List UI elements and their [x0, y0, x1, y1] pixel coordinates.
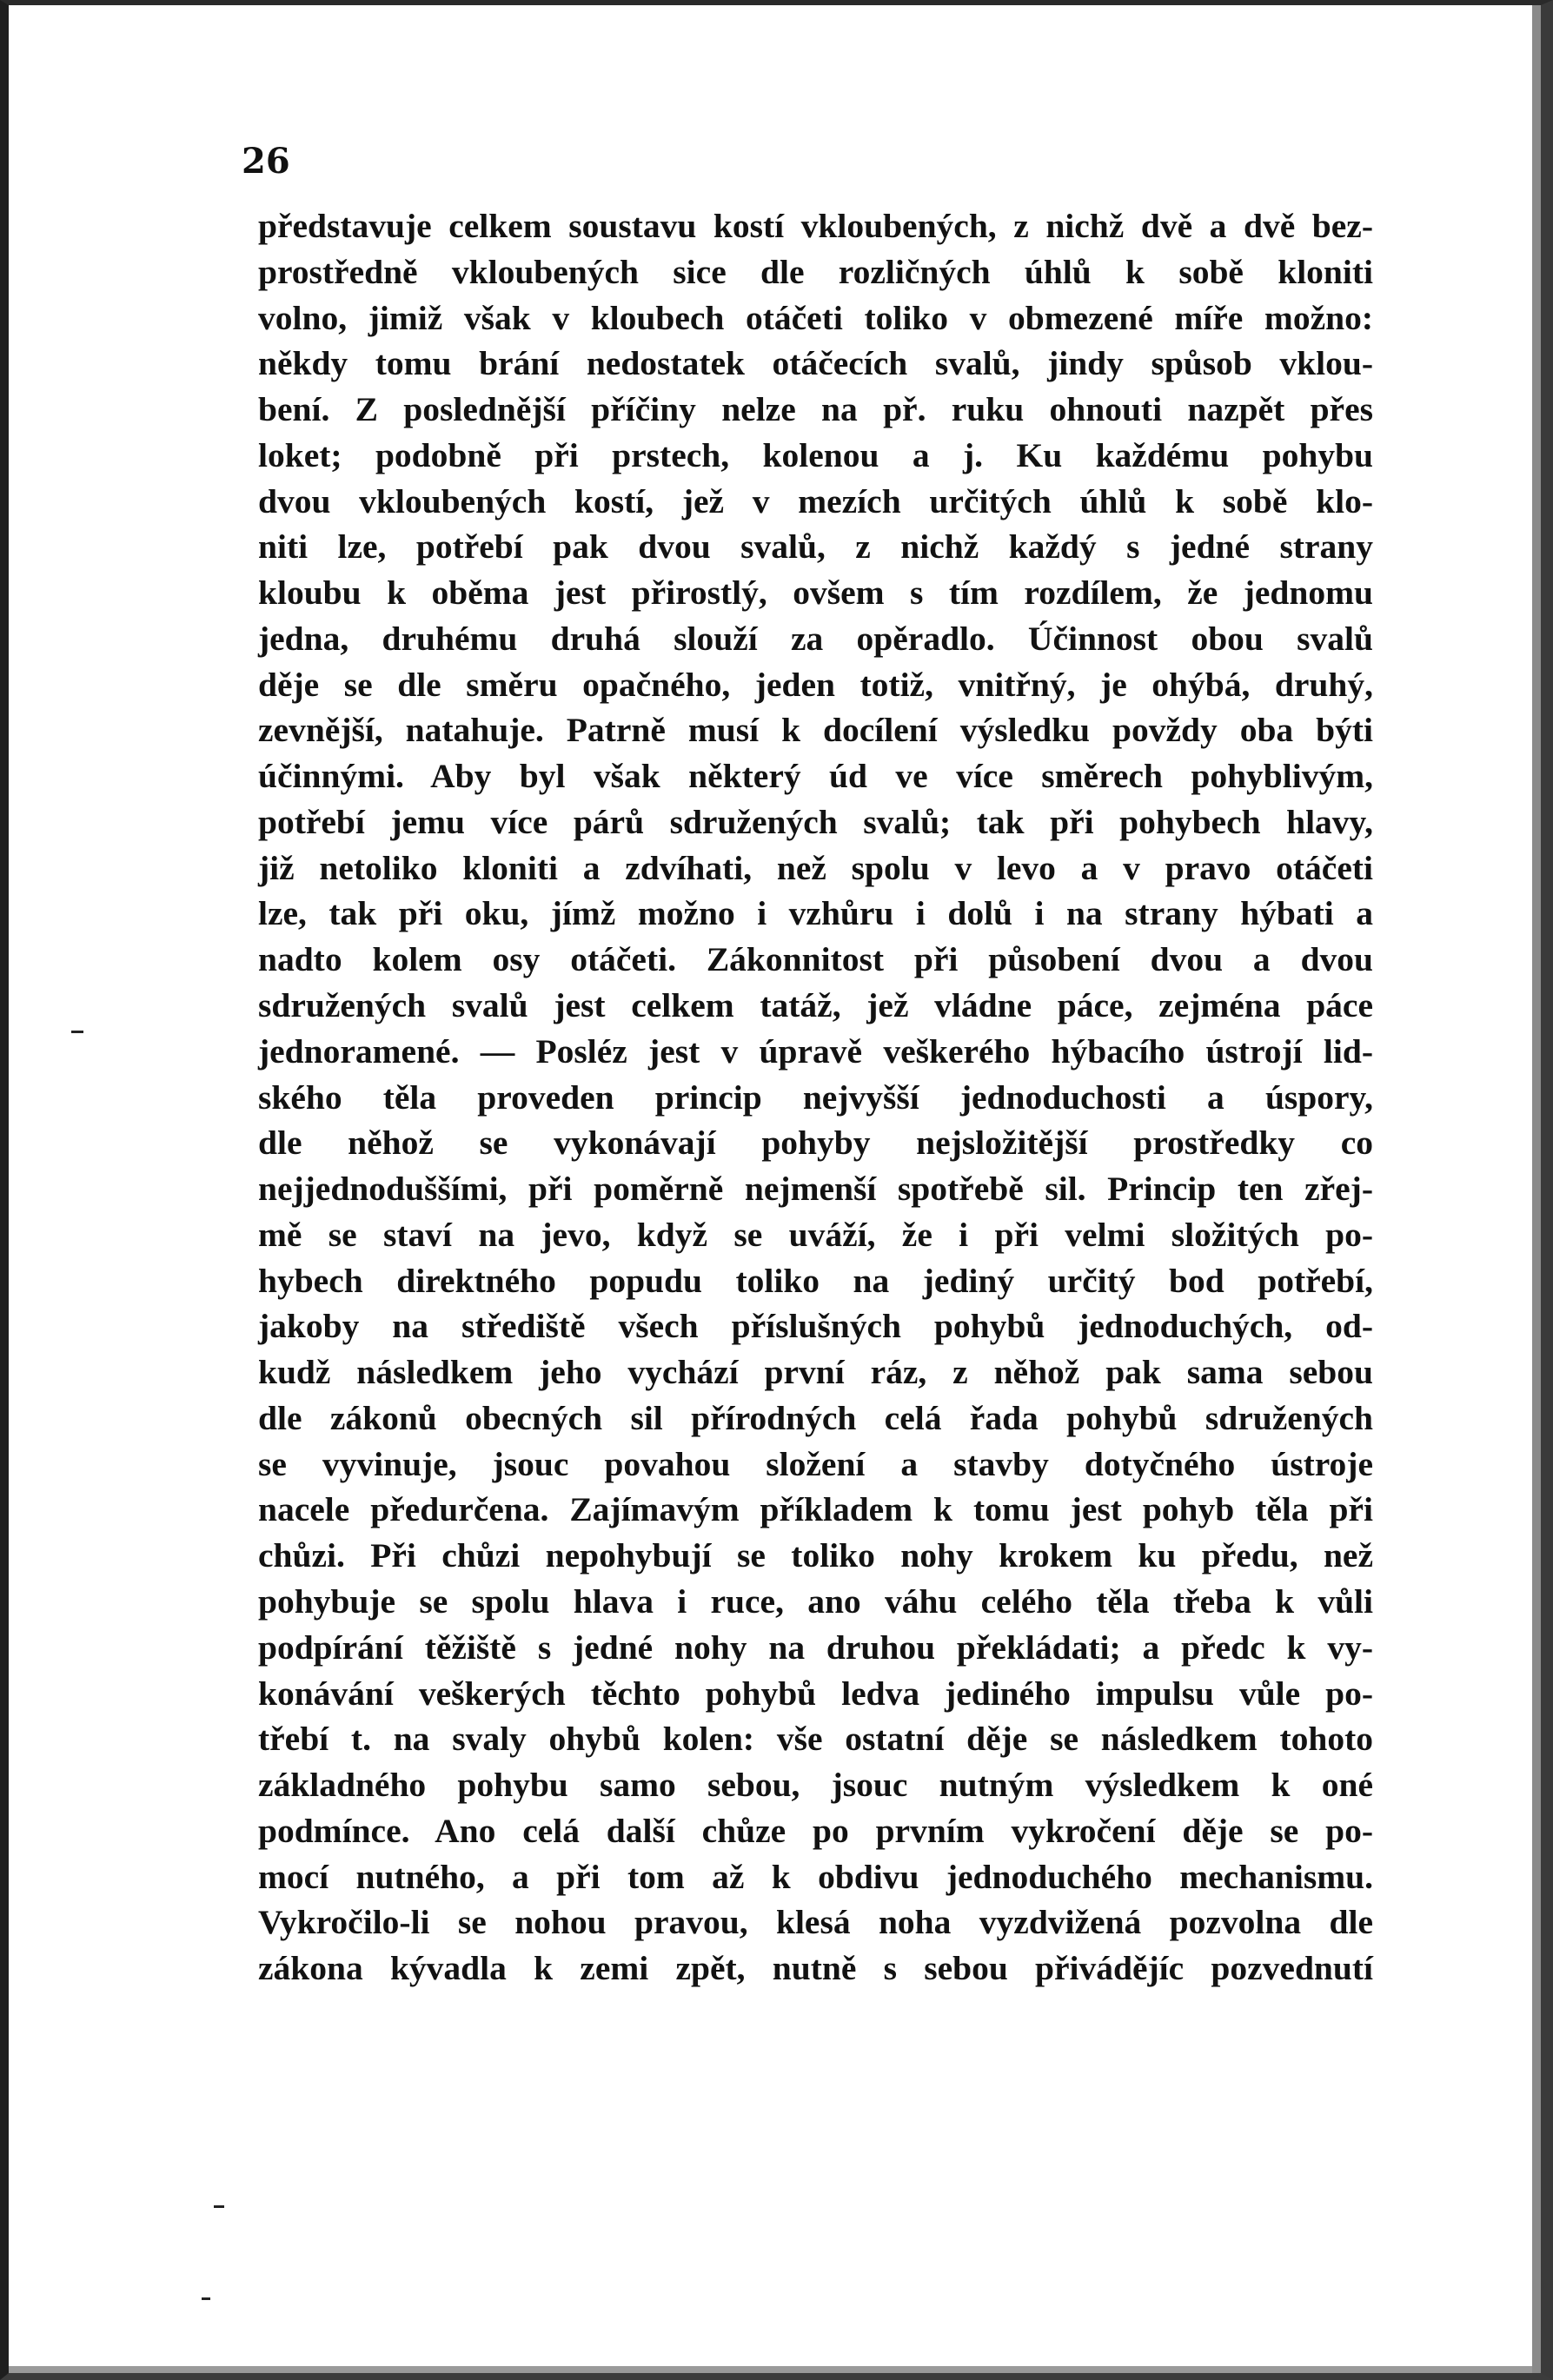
text-line: mocí nutného, a při tom až k obdivu jednoduchého mechanismu.	[258, 1857, 1373, 1896]
text-line: jakoby na střediště všech příslušných pohybů jednoduchých, od-	[258, 1307, 1373, 1346]
text-line: nadto kolem osy otáčeti. Zákonnitost při působení dvou a dvou	[258, 940, 1373, 979]
text-line: pohybuje se spolu hlava i ruce, ano váhu celého těla třeba k vůli	[258, 1581, 1373, 1621]
scan-speck	[202, 2297, 210, 2300]
text-line: hybech direktného popudu toliko na jediný určitý bod potřebí,	[258, 1261, 1373, 1300]
text-line: bení. Z poslednější příčiny nelze na př. ruku ohnouti nazpět přes	[258, 390, 1373, 429]
text-line: mě se staví na jevo, když se uváží, že i při velmi složitých po-	[258, 1215, 1373, 1254]
text-line: se vyvinuje, jsouc povahou složení a stavby dotyčného ústroje	[258, 1444, 1373, 1483]
text-line: základného pohybu samo sebou, jsouc nutným výsledkem k oné	[258, 1766, 1373, 1805]
text-line: podmínce. Ano celá další chůze po prvním vykročení děje se po-	[258, 1811, 1373, 1850]
text-line: nejjednoduššími, při poměrně nejmenší spotřebě sil. Princip ten zřej-	[258, 1170, 1373, 1209]
text-line: jednoramené. — Posléz jest v úpravě veškerého hýbacího ústrojí lid-	[258, 1031, 1373, 1071]
text-line: třebí t. na svaly ohybů kolen: vše ostatní děje se následkem tohoto	[258, 1720, 1373, 1759]
text-line: ského těla proveden princip nejvyšší jednoduchosti a úspory,	[258, 1077, 1373, 1117]
scan-speck	[71, 1031, 83, 1033]
text-line: děje se dle směru opačného, jeden totiž, vnitřný, je ohýbá, druhý,	[258, 665, 1373, 704]
text-line: podpírání těžiště s jedné nohy na druhou překládati; a předc k vy-	[258, 1628, 1373, 1667]
text-line: dvou vkloubených kostí, jež v mezích určitých úhlů k sobě klo-	[258, 481, 1373, 520]
text-line: nacele předurčena. Zajímavým příkladem k tomu jest pohyb těla při	[258, 1490, 1373, 1529]
scan-speck	[214, 2205, 224, 2208]
text-line: dle zákonů obecných sil přírodných celá řada pohybů sdružených	[258, 1398, 1373, 1437]
body-text	[258, 203, 1373, 1992]
text-line: jedna, druhému druhá slouží za opěradlo. Účinnost obou svalů	[258, 619, 1373, 658]
page-number: 26	[242, 141, 290, 182]
text-line: niti lze, potřebí pak dvou svalů, z nichž každý s jedné strany	[258, 527, 1373, 567]
text-line: představuje celkem soustavu kostí vkloubených, z nichž dvě a dvě bez-	[258, 207, 1373, 245]
text-line: zevnější, natahuje. Patrně musí k docílení výsledku povždy oba býti	[258, 711, 1373, 750]
text-line: dle něhož se vykonávají pohyby nejsložitější prostředky co	[258, 1124, 1373, 1163]
text-line: loket; podobně při prstech, kolenou a j. Ku každému pohybu	[258, 435, 1373, 474]
text-line: chůzi. Při chůzi nepohybují se toliko nohy krokem ku předu, než	[258, 1536, 1373, 1575]
text-line: kloubu k oběma jest přirostlý, ovšem s tím rozdílem, že jednomu	[258, 573, 1373, 613]
text-line: Vykročilo-li se nohou pravou, klesá noha vyzdvižená pozvolna dle	[258, 1903, 1373, 1942]
text-line: lze, tak při oku, jímž možno i vzhůru i dolů i na strany hýbati a	[258, 894, 1373, 933]
text-line: zákona kývadla k zemi zpět, nutně s sebou přivádějíc pozvednutí	[258, 1949, 1373, 1988]
text-line: volno, jimiž však v kloubech otáčeti toliko v obmezené míře možno:	[258, 298, 1373, 337]
text-line: sdružených svalů jest celkem tatáž, jež vládne páce, zejména páce	[258, 986, 1373, 1025]
text-line: potřebí jemu více párů sdružených svalů; tak při pohybech hlavy,	[258, 802, 1373, 841]
text-line: kudž následkem jeho vychází první ráz, z něhož pak sama sebou	[258, 1353, 1373, 1392]
text-line: účinnými. Aby byl však některý úd ve více směrech pohyblivým,	[258, 757, 1373, 796]
text-line: konávání veškerých těchto pohybů ledva jediného impulsu vůle po-	[258, 1674, 1373, 1713]
text-line: někdy tomu brání nedostatek otáčecích svalů, jindy spůsob vklou-	[258, 344, 1373, 383]
text-line: již netoliko kloniti a zdvíhati, než spolu v levo a v pravo otáčeti	[258, 848, 1373, 887]
text-line: prostředně vkloubených sice dle rozličných úhlů k sobě kloniti	[258, 252, 1373, 291]
